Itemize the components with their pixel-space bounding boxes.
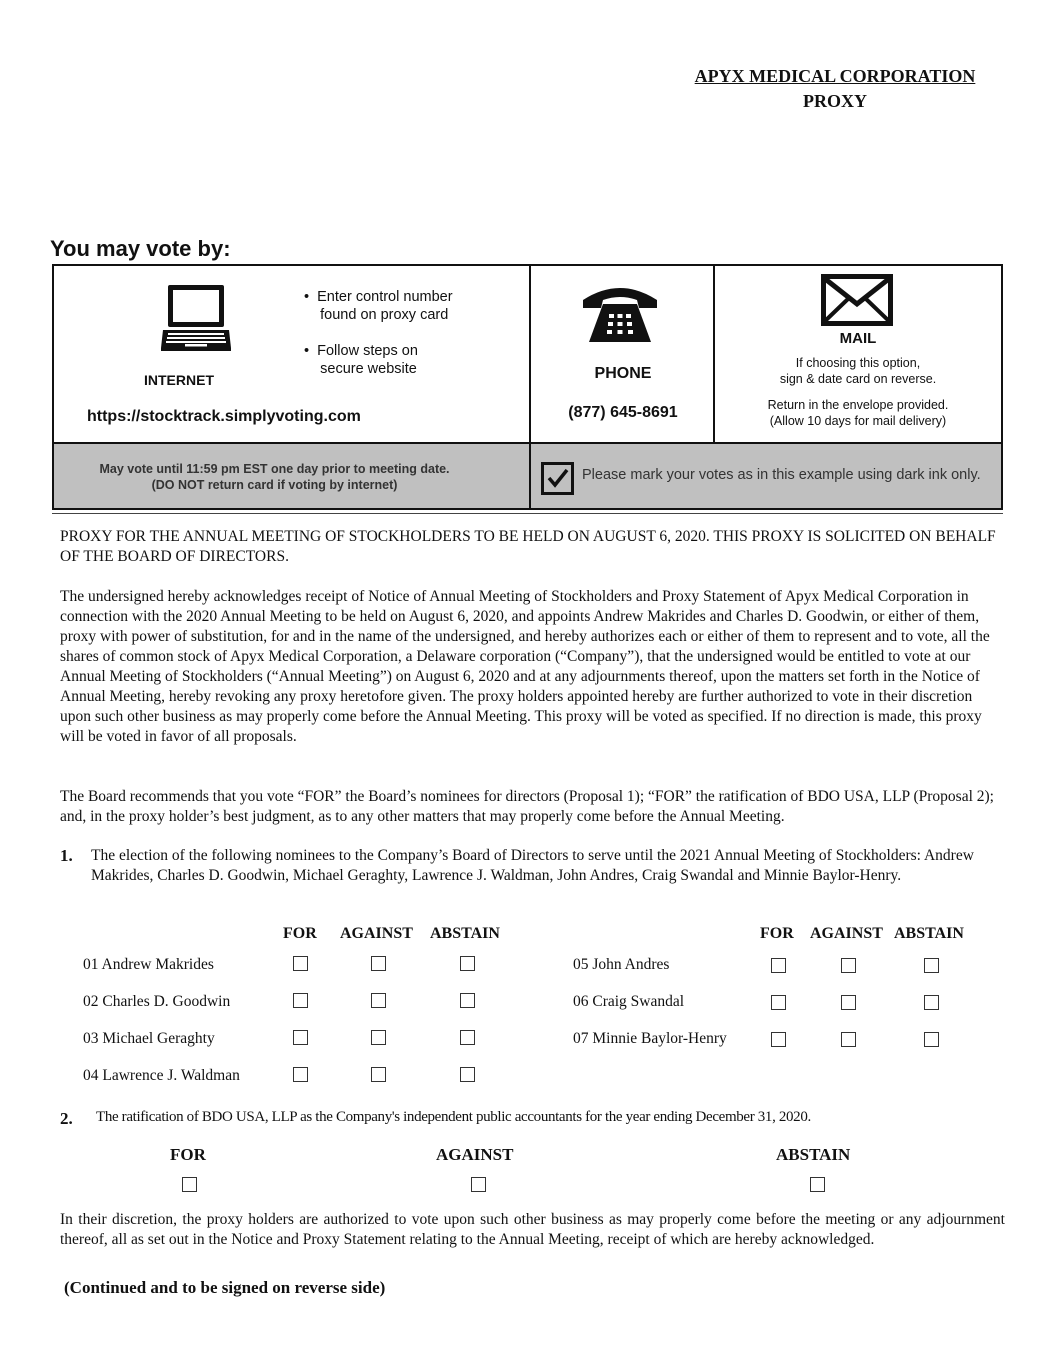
phone-section: [531, 266, 715, 444]
voting-website-link[interactable]: https://stocktrack.simplyvoting.com: [87, 408, 361, 425]
vote-against-checkbox[interactable]: [371, 993, 386, 1008]
nominee-name: 05 John Andres: [573, 956, 670, 973]
laptop-icon: [159, 282, 233, 361]
proposal-2-for-label: FOR: [170, 1145, 206, 1164]
marking-example-section: [531, 444, 1001, 508]
acknowledgement-paragraph: The undersigned hereby acknowledges receipt of Notice of Annual Meeting of Stockholders and Proxy Statement of Apyx Medical Corporation in connection with the 2020 Annual Meeting to be held on August 6, 2020, and appoints Andrew Makrides and Charles D. Goodwin, or either of them, proxy with power of substitution, for and in the name of the undersigned, and hereby authorizes each or either of them to represent and to vote, all the shares of common stock of Apyx Medical Corporation, a Delaware corporation (“Company”), that the undersigned would be entitled to vote at our Annual Meeting of Stockholders (“Annual Meeting”) on August 6, 2020 and at any adjournments thereof, upon the matters set forth in the Notice of Annual Meeting, hereby revoking any proxy heretofore given. The proxy holders appointed hereby are further authorized to vote in their discretion upon such other business as may properly come before the Annual Meeting. This proxy will be voted as specified. If no direction is made, this proxy will be voted in favor of all proposals.: [60, 588, 990, 745]
vote-for-checkbox[interactable]: [293, 1030, 308, 1045]
column-header-for: FOR: [283, 925, 317, 942]
company-name: APYX MEDICAL CORPORATION: [694, 66, 976, 86]
proposal-2-abstain-label: ABSTAIN: [776, 1145, 851, 1164]
vote-for-checkbox[interactable]: [771, 958, 786, 973]
instruction-control-number: • Enter control number found on proxy card: [304, 289, 453, 323]
vote-abstain-checkbox[interactable]: [460, 993, 475, 1008]
telephone-icon: [577, 280, 663, 351]
phone-label: PHONE: [594, 365, 652, 382]
mail-instructions-sign: If choosing this option, sign & date card on reverse.: [779, 356, 937, 386]
vote-abstain-checkbox[interactable]: [924, 958, 939, 973]
nominee-name: 07 Minnie Baylor-Henry: [573, 1030, 727, 1047]
mail-section: [715, 266, 1001, 444]
vote-for-checkbox[interactable]: [293, 1067, 308, 1082]
proposal-1-text: The election of the following nominees to the Company’s Board of Directors to serve until the 2021 Annual Meeting of Stockholders: Andrew Makrides, Charles D. Goodwin, Michael Geraghty, Lawrence J. Waldman, John Andres, Craig Swandal and Minnie Baylor-Henry.: [91, 847, 974, 884]
proposal-2-number: 2.: [60, 1109, 73, 1128]
vote-for-checkbox[interactable]: [293, 956, 308, 971]
continued-note: (Continued and to be signed on reverse side): [64, 1278, 386, 1297]
vote-against-checkbox[interactable]: [371, 1067, 386, 1082]
board-recommendation: The Board recommends that you vote “FOR” the Board’s nominees for directors (Proposal 1); “FOR” the ratification of BDO USA, LLP (Proposal 2); and, in the proxy holder’s best judgment, as to any other matters that may properly come before the Annual Meeting.: [60, 788, 994, 825]
voting-methods-box: [52, 264, 1003, 510]
internet-label: INTERNET: [144, 372, 214, 388]
vote-by-title: You may vote by:: [50, 236, 231, 261]
vote-against-checkbox[interactable]: [371, 1030, 386, 1045]
vote-for-checkbox[interactable]: [771, 1032, 786, 1047]
voting-deadline-note: May vote until 11:59 pm EST one day prior to meeting date. (DO NOT return card if voting by internet): [99, 462, 450, 492]
column-header-abstain: ABSTAIN: [430, 925, 500, 942]
proposal-2-abstain-checkbox[interactable]: [810, 1177, 825, 1192]
vote-abstain-checkbox[interactable]: [460, 1067, 475, 1082]
solicitation-statement: PROXY FOR THE ANNUAL MEETING OF STOCKHOLDERS TO BE HELD ON AUGUST 6, 2020. THIS PROXY IS SOLICITED ON BEHALF OF THE BOARD OF DIRECTORS.: [60, 528, 996, 565]
nominee-name: 06 Craig Swandal: [573, 993, 685, 1010]
proposal-2-against-label: AGAINST: [436, 1145, 514, 1164]
vote-for-checkbox[interactable]: [293, 993, 308, 1008]
vote-against-checkbox[interactable]: [841, 958, 856, 973]
column-header-against: AGAINST: [340, 925, 413, 942]
nominee-name: 02 Charles D. Goodwin: [83, 993, 231, 1010]
mail-instructions-return: Return in the envelope provided. (Allow 10 days for mail delivery): [767, 398, 949, 428]
internet-section: [54, 266, 531, 444]
vote-for-checkbox[interactable]: [771, 995, 786, 1010]
proposal-1-number: 1.: [60, 846, 73, 865]
divider: [52, 513, 1003, 514]
document-header: [665, 64, 1005, 114]
vote-against-checkbox[interactable]: [841, 1032, 856, 1047]
vote-abstain-checkbox[interactable]: [460, 956, 475, 971]
mail-label: MAIL: [839, 330, 877, 347]
vote-abstain-checkbox[interactable]: [924, 995, 939, 1010]
nominee-name: 04 Lawrence J. Waldman: [83, 1067, 240, 1084]
internet-instructions: [304, 288, 453, 396]
proposal-2-for-checkbox[interactable]: [182, 1177, 197, 1192]
envelope-icon: [821, 274, 893, 331]
vote-abstain-checkbox[interactable]: [460, 1030, 475, 1045]
nominee-name: 01 Andrew Makrides: [83, 956, 214, 973]
instruction-follow-steps: • Follow steps on secure website: [304, 343, 418, 377]
vote-against-checkbox[interactable]: [371, 956, 386, 971]
nominee-name: 03 Michael Geraghty: [83, 1030, 215, 1047]
marking-instructions: Please mark your votes as in this example using dark ink only.: [582, 467, 981, 483]
phone-number[interactable]: (877) 645-8691: [568, 404, 678, 421]
vote-against-checkbox[interactable]: [841, 995, 856, 1010]
discretion-paragraph: In their discretion, the proxy holders are authorized to vote upon such other business as may properly come before the meeting or any adjournment thereof, all as set out in the Notice and Proxy Statement relating to the Annual Meeting, receipt of which are hereby acknowledged.: [60, 1211, 1005, 1248]
column-header-against: AGAINST: [810, 925, 883, 942]
document-type: PROXY: [803, 91, 867, 111]
column-header-for: FOR: [760, 925, 794, 942]
column-header-abstain: ABSTAIN: [894, 925, 964, 942]
vote-abstain-checkbox[interactable]: [924, 1032, 939, 1047]
proposal-2-text: The ratification of BDO USA, LLP as the Company's independent public accountants for the year ending December 31, 2020.: [96, 1109, 811, 1125]
voting-deadline-section: [54, 444, 531, 508]
proposal-2-against-checkbox[interactable]: [471, 1177, 486, 1192]
checkmark-example-icon: [541, 462, 574, 495]
